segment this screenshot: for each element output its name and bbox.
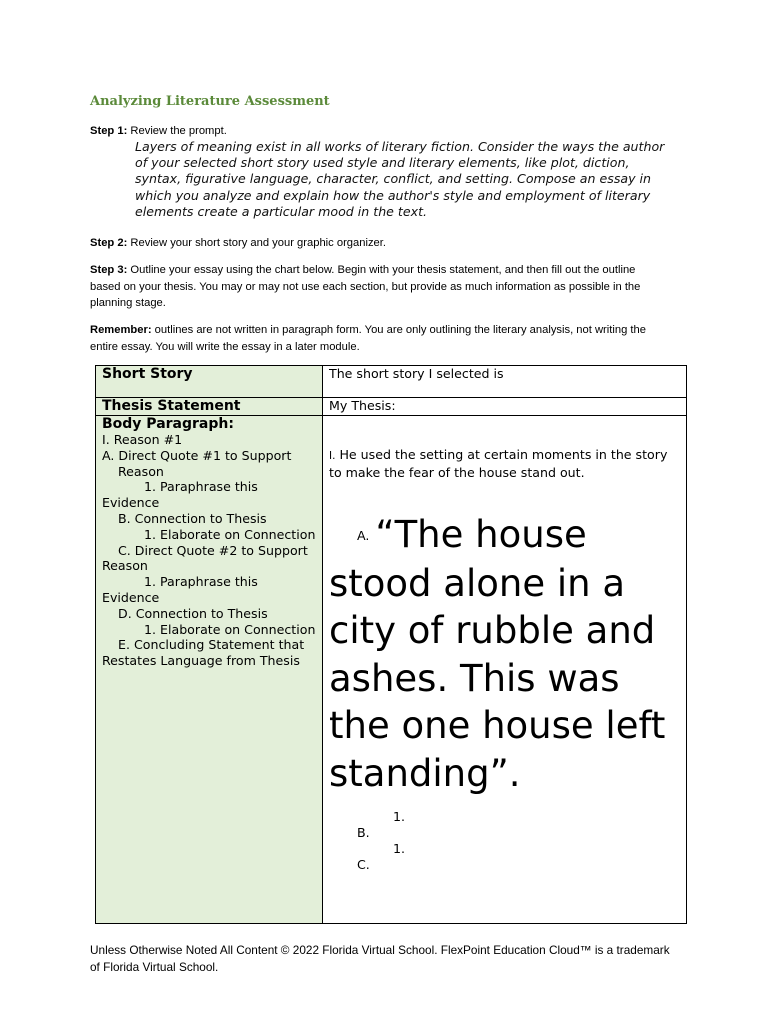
reason-line[interactable] xyxy=(329,447,680,481)
step-1-text: Review the prompt. xyxy=(127,125,227,137)
short-story-value[interactable]: The short story I selected is xyxy=(329,366,504,381)
step-3-label: Step 3: xyxy=(90,264,128,276)
short-story-label-cell xyxy=(96,366,323,398)
remember-text: outlines are not written in paragraph form. You are only outlining the literary analysis, not writing the entire essay. You will write the essay in a later module. xyxy=(90,324,646,353)
thesis-input-cell[interactable] xyxy=(323,398,687,416)
step-1 xyxy=(90,123,650,140)
item-b[interactable]: B. xyxy=(357,825,370,841)
reason-marker: I. xyxy=(329,450,336,462)
outline-item: 1. Paraphrase this Evidence xyxy=(102,479,258,511)
thesis-label-cell xyxy=(96,398,323,416)
short-story-label: Short Story xyxy=(102,366,193,382)
essay-prompt: Layers of meaning exist in all works of literary fiction. Consider the ways the author of your selected short story used style and literary elements, like plot, diction, syntax, figurative language, character, conflict, and setting. Compose an essay in which you analyze and explain how the author's style and employment of literary elements create a particular mood in the text. xyxy=(135,139,665,219)
short-story-input-cell[interactable] xyxy=(323,366,687,398)
step-2-label: Step 2: xyxy=(90,237,128,249)
essay-outline-table xyxy=(95,365,687,924)
outline-item: 1. Elaborate on Connection xyxy=(144,621,316,637)
direct-quote-1[interactable] xyxy=(329,511,680,798)
item-c[interactable]: C. xyxy=(357,856,370,872)
remember-label: Remember: xyxy=(90,324,152,336)
step-1-label: Step 1: xyxy=(90,125,128,137)
body-paragraph-label-cell xyxy=(96,416,323,924)
outline-item: I. Reason #1 xyxy=(102,432,183,447)
outline-item: 1. Paraphrase this Evidence xyxy=(102,574,258,605)
table-row xyxy=(96,366,687,398)
outline-item: A. Direct Quote #1 to Support Reason xyxy=(102,447,292,479)
quote-text[interactable]: “The house stood alone in a city of rubble and ashes. This was the one house left standing”. xyxy=(329,512,666,795)
step-3-text: Outline your essay using the chart below. Begin with your thesis statement, and then fill out the outline based on your thesis. You may or may not use each section, but provide as much information as possible in the planning stage. xyxy=(90,264,641,309)
copyright-footer: Unless Otherwise Noted All Content © 2022 Florida Virtual School. FlexPoint Education Cloud™ is a trademark of Florida Virtual School. xyxy=(90,943,670,974)
step-2 xyxy=(90,235,650,252)
body-paragraph-label: Body Paragraph: xyxy=(102,416,234,432)
outline-item: B. Connection to Thesis xyxy=(118,510,267,526)
thesis-value[interactable]: My Thesis: xyxy=(329,398,396,413)
thesis-label: Thesis Statement xyxy=(102,398,241,414)
reason-text[interactable]: He used the setting at certain moments in the story to make the fear of the house stand out. xyxy=(329,447,668,480)
sub-item-1[interactable]: 1. xyxy=(393,809,406,825)
outline-item: 1. Elaborate on Connection xyxy=(144,526,316,542)
outline-item: D. Connection to Thesis xyxy=(118,605,268,621)
body-paragraph-input-cell[interactable] xyxy=(323,416,687,924)
outline-item: E. Concluding Statement that Restates Language from Thesis xyxy=(102,637,305,669)
step-3 xyxy=(90,262,650,312)
page-title: Analyzing Literature Assessment xyxy=(90,94,330,109)
outline-item: C. Direct Quote #2 to Support Reason xyxy=(102,542,308,574)
remember-note xyxy=(90,322,650,355)
step-2-text: Review your short story and your graphic organizer. xyxy=(127,237,386,249)
quote-marker: A. xyxy=(357,528,370,544)
sub-item-2[interactable]: 1. xyxy=(393,840,406,856)
table-row xyxy=(96,398,687,416)
table-row xyxy=(96,416,687,924)
